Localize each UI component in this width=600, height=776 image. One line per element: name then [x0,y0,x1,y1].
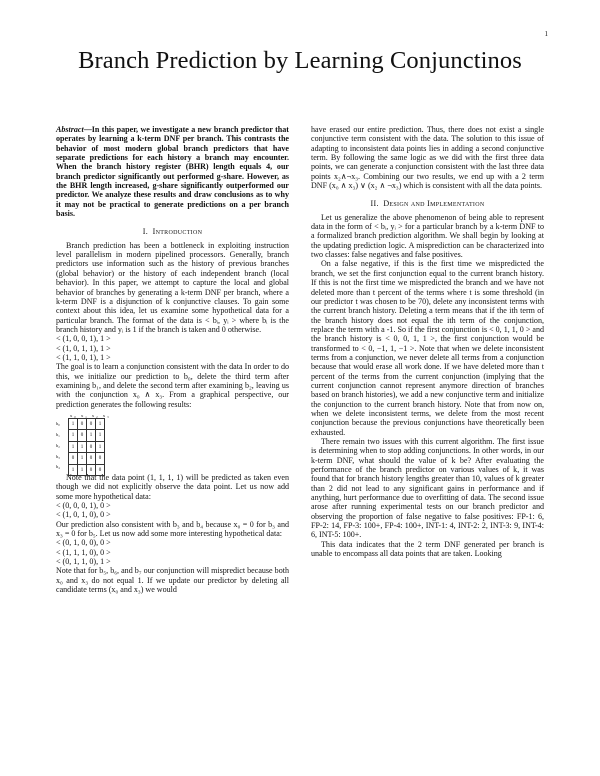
figure-row [69,418,105,430]
abstract [56,125,289,218]
data-line: < (1, 0, 0, 1), 1 > [56,334,111,344]
abstract-text: —In this paper, we investigate a new branch predictor that operates by learning a k-term DNF per branch. This contrasts the behavior of most modern global branch predictors that have separate predictions for each history a branch may encounter. When the branch history register (BHR) length equals 4, our branch predictor significantly out performed g-share. However, as the BHR length increased, g-share significantly outperformed our predictor. We analyze these results and draw conclusions as to why it may not be practical to generate predictions on a per branch basis. [56,125,289,219]
design-paragraph-4: This data indicates that the 2 term DNF generated per branch is unable to encompass all data points that are taken. Looking [311,539,544,559]
data-line: < (0, 0, 0, 1), 0 > [56,501,111,510]
figure-row-label: b₃ [56,453,60,459]
figure-cell: 1 [96,418,105,430]
figure-cell: 0 [96,464,105,476]
data-line: < (1, 1, 1, 0), 0 > [56,547,111,557]
figure-row [69,430,105,442]
paper-title: Branch Prediction by Learning Conjunctinos [78,47,522,74]
intro-paragraph-3: Note that the data point (1, 1, 1, 1) will be predicted as taken even though we did not explicitly observe the data point. Let us now add some more hypothetical data: [56,472,289,501]
figure-cell: 1 [96,430,105,442]
figure-cell: 1 [96,441,105,453]
figure-cell: 1 [69,464,78,476]
data-line: < (1, 0, 1, 0), 0 > [56,510,111,520]
figure-table [68,418,105,477]
figure-cell: 1 [69,418,78,430]
abstract-label: Abstract [56,125,84,134]
figure-cell: 1 [87,430,96,442]
figure-row-label: b₁ [56,431,60,437]
data-line: < (0, 1, 1, 0), 1 > [56,557,111,567]
figure-row-label: b₄ [56,463,60,469]
page-number: 1 [544,30,548,38]
figure-header: x₀ x₁ x₂ x₃ [70,412,111,418]
section-heading-design: II. Design and Implementation [370,199,485,209]
left-column [56,125,289,594]
design-paragraph-1: Let us generalize the above phenomenon of being able to represent data in the form of < bᵢ, yᵢ > for a particular branch by a k-term DNF to a formalized branch prediction algorithm. We shall begin by looking at the updating prediction logic. A misprediction can be characterized into two classes: false negatives and false positives. [311,212,544,260]
section-heading-introduction: I. Introduction [142,227,203,237]
figure-cell: 1 [69,441,78,453]
figure-row [69,441,105,453]
figure-row-label: b₂ [56,442,60,448]
intro-paragraph-1: Branch prediction has been a bottleneck in exploiting instruction level parallelism in modern pipelined processors. Generally, branch predictors use information such as the history of previous branches (global behavior) or the history of each independent branch (local behavior). In this paper, we attempt to capture the local and global behavior of branches by generating a k-term DNF per branch, where a k-term DNF is a disjunction of k conjunctive clauses. To gain some context about this idea, let us examine some hypothetical data for a particular branch. The format of the data is < bᵢ, yᵢ > where bᵢ is the branch history and yᵢ is 1 if the branch is taken and 0 otherwise. [56,240,289,334]
figure-row-label: b₀ [56,420,60,426]
design-paragraph-2: On a false negative, if this is the first time we mispredicted the branch, we set the first conjunction equal to the current branch history. If this is not the first time we mispredicted the branch and we have not deleted more than t percent of the terms where t is some threshold (in our predictor t was chosen to be 70), delete any inconsistent terms with the current branch history. Deleting a term means that if the ith term of the branch history does not equal the ith term of the conjunction, replace the term with a -1. So if the first conjunction is < 0, 1, 1, 0 > and the branch history is < 0, 0, 1, 1 >, the first conjunction would be transformed to < 0, −1, 1, −1 >. Note that when we delete inconsistent terms from a conjunction, we never delete all terms from a conjunction because that would erase all work done. If we have deleted more than t percent of the terms from the current conjunction (implying that the current conjunction cannot represent anymore direction of branches based on branch histories), we add a new conjunctive term and initialize the conjunction to the current branch history. Note that from now on, when we delete inconsistent terms, we delete from the most recent conjunction because the previous conjunctions have theoretically been exhausted. [311,259,544,437]
figure-cell: 0 [87,418,96,430]
intro-paragraph-4: Our prediction also consistent with b₃ and b₄ because x₀ = 0 for b₃ and x₃ = 0 for b₅. Let us now add some more interesting hypothetical data: [56,519,289,539]
figure-cell: 0 [78,418,87,430]
conjunction-figure [56,411,289,473]
design-paragraph-3: There remain two issues with this current algorithm. The first issue is determining when to stop adding conjunctions. In other words, in our k-term DNF, what should the value of k be? After evaluating the performance of the branch predictor on various values of k, it was found that for branch history lengths greater than 10, values of k greater than 2 did not lead to any significant gains in performance and if anything, hurt performance due to overfitting of data. The second issue arose after running experimental tests on our branch predictor and observing the proportion of false negative to false positives: FP-1: 6, FP-2: 14, FP-3: 100+, FP-4: 100+, INT-1: 4, INT-2: 2, INT-3: 9, INT-4: 6, INT-5: 100+. [311,437,544,540]
figure-cell: 0 [69,453,78,465]
figure-cell: 1 [78,441,87,453]
intro-paragraph-5: Note that for b₅, b₆, and b₇ our conjunction will mispredict because both x₀ and x₃ do not equal 1. If we update our predictor by deleting all candidate terms (x₀ and x₃) we would [56,566,289,595]
figure-cell: 0 [87,441,96,453]
figure-row [69,453,105,465]
data-line: < (1, 0, 1, 1), 1 > [56,343,111,353]
figure-cell: 1 [78,453,87,465]
data-line: < (1, 1, 0, 1), 1 > [56,352,111,362]
figure-row [69,464,105,476]
figure-cell: 0 [87,453,96,465]
figure-cell: 0 [87,464,96,476]
figure-cell: 0 [96,453,105,465]
figure-cell: 1 [78,464,87,476]
right-paragraph-1: have erased our entire prediction. Thus, there does not exist a single conjunctive term consistent with the data. The solution to this issue of adapting to inconsistent data points lies in adding a second conjunctive term. By following the same logic as we did with the first three data points, we can generate a conjunction consistent with the last three data points x₂∧¬x₃. Combining our two results, we end up with a 2 term DNF (x₀ ∧ x₃) ∨ (x₂ ∧ ¬x₃) which is consistent with all the data points. [311,125,544,191]
intro-paragraph-2: The goal is to learn a conjunction consistent with the data In order to do this, we initialize our prediction to b₀, delete the third term after examining b₁, and delete the second term after examining b₂, leaving us with the conjunction x₀ ∧ x₃. From a graphical perspective, our prediction generates the following results: [56,362,289,409]
figure-cell: 0 [78,430,87,442]
right-column [311,125,544,558]
figure-cell: 1 [69,430,78,442]
data-line: < (0, 1, 0, 0), 0 > [56,538,111,548]
